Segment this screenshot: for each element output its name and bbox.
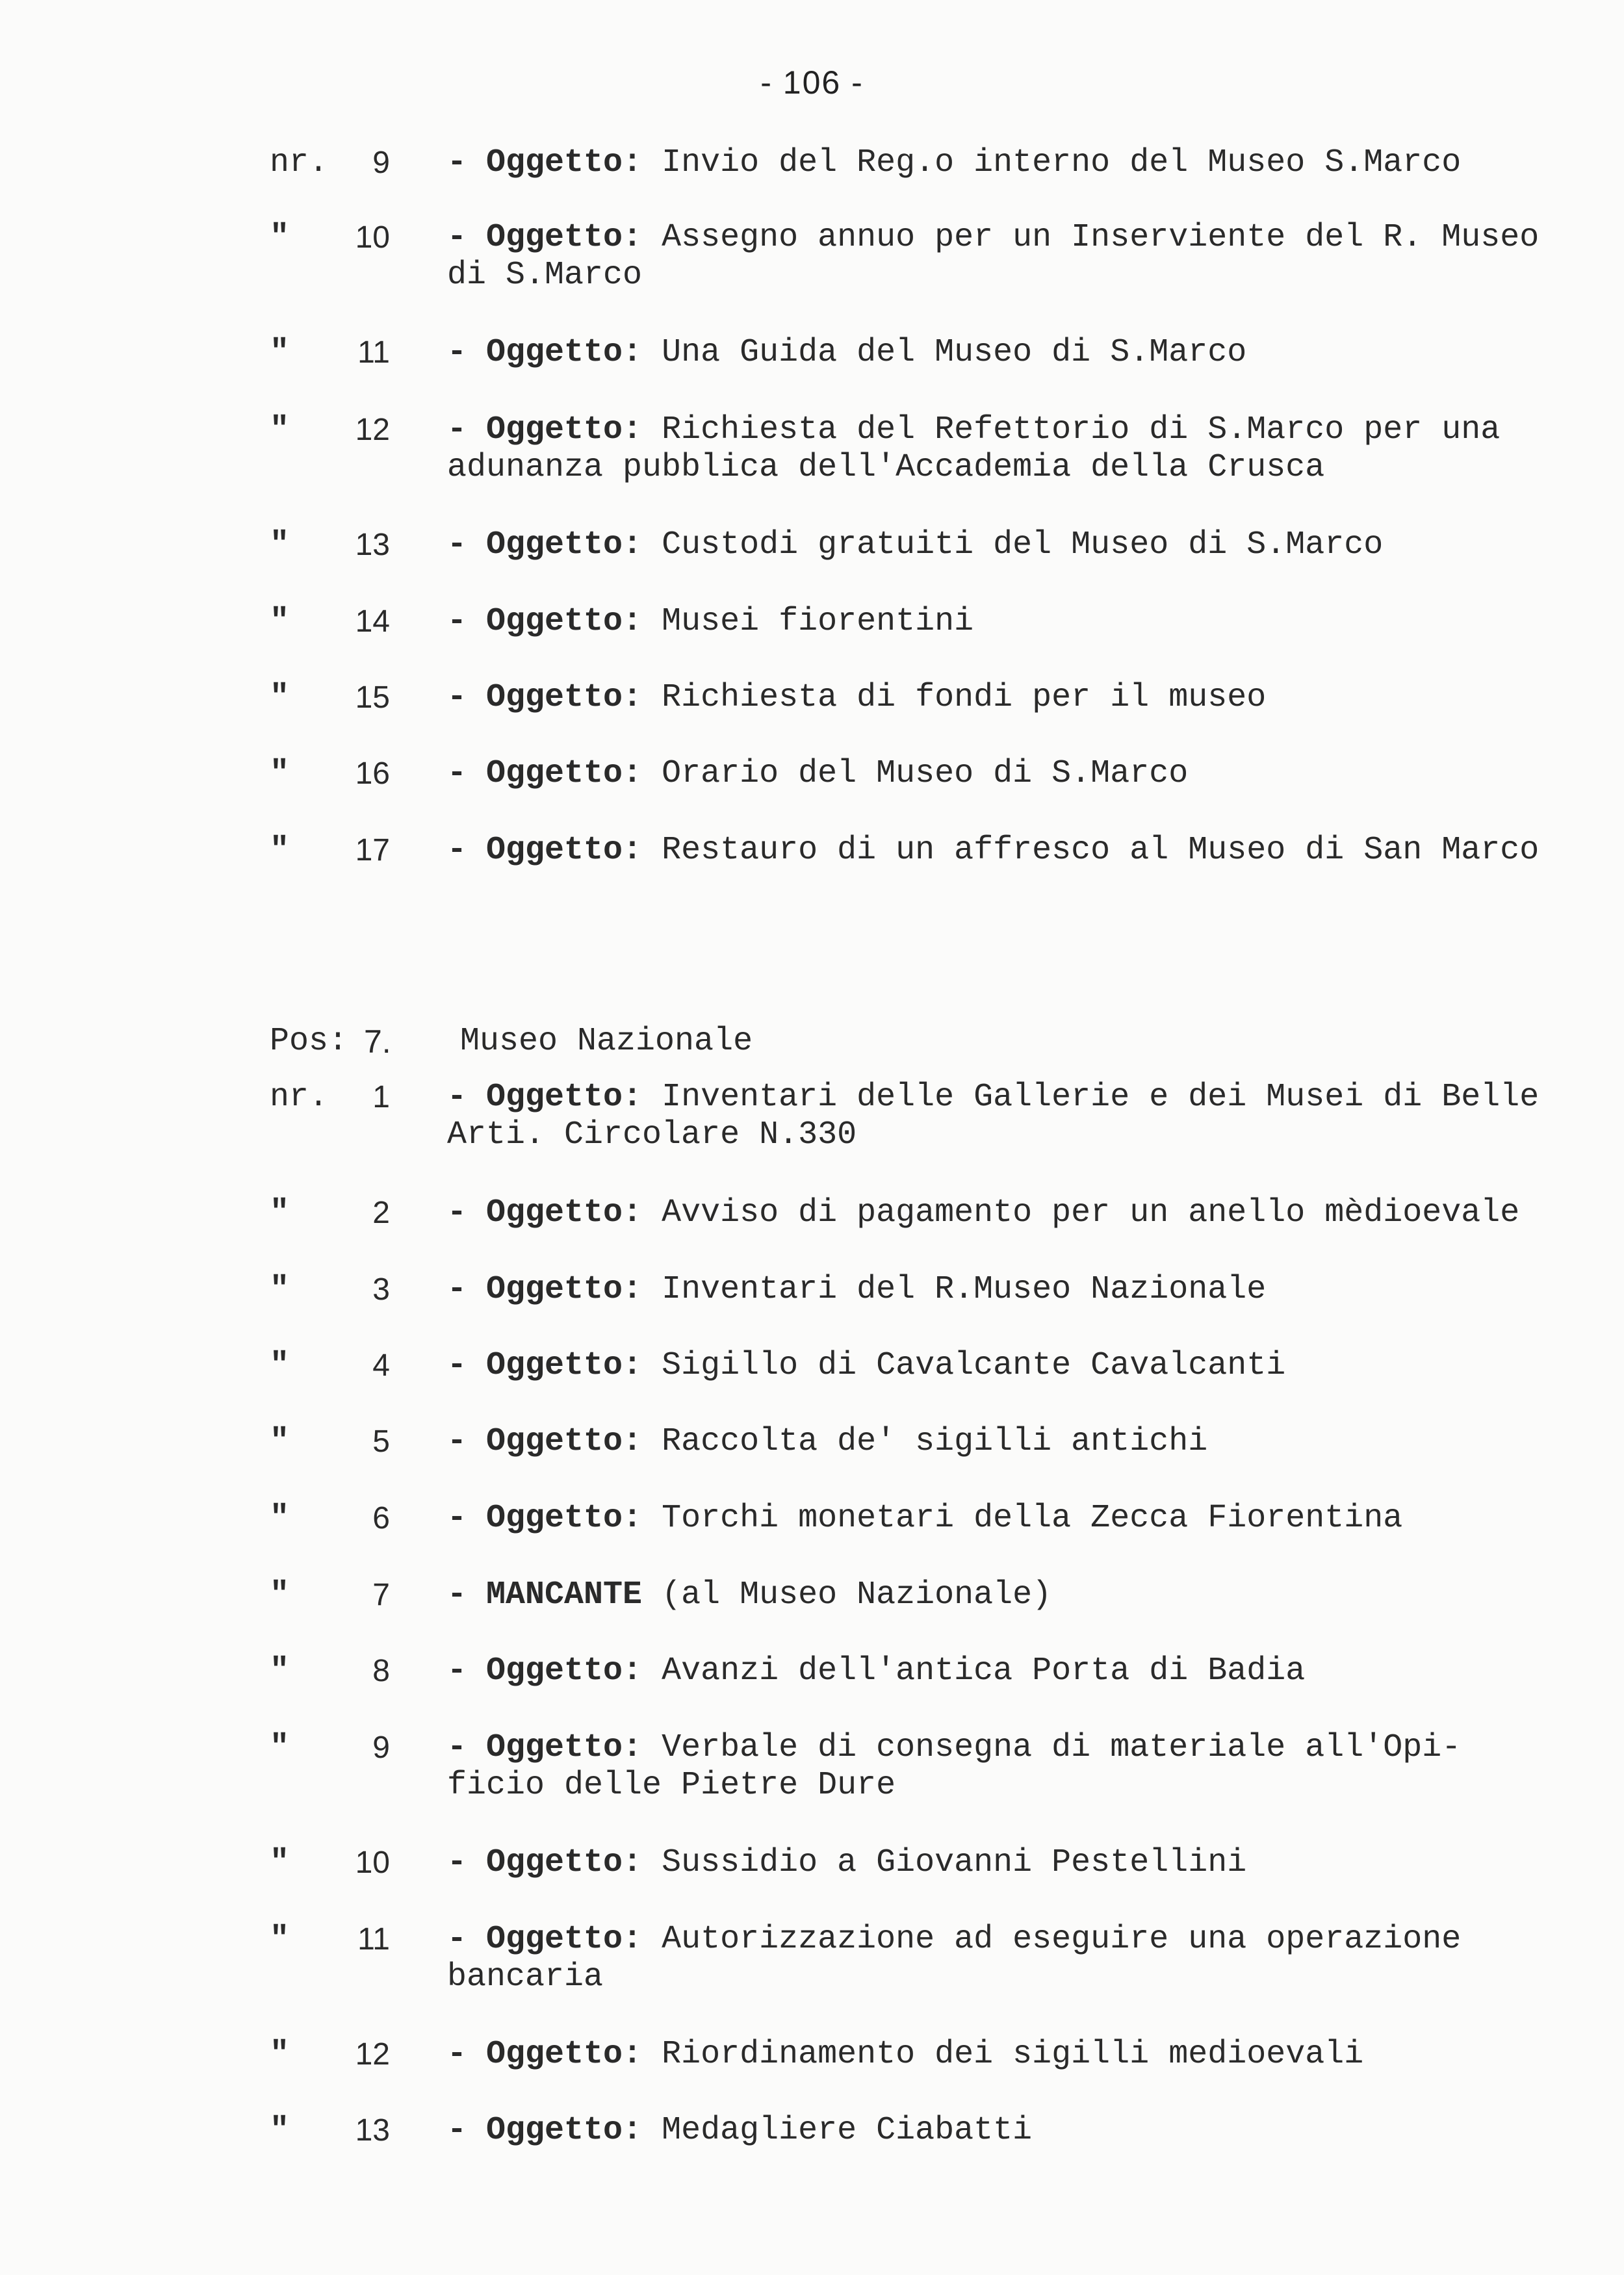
entry-prefix: "	[270, 1500, 290, 1537]
entry-text	[447, 755, 1545, 793]
entry-body: Invio del Reg.o interno del Museo S.Marco	[662, 144, 1462, 181]
entry-prefix: "	[270, 1347, 290, 1384]
entry-lead: - Oggetto:	[447, 1347, 643, 1384]
entry-number: 10	[355, 220, 390, 255]
entry-body: Raccolta de' sigilli antichi	[662, 1423, 1208, 1460]
entry-lead: - Oggetto:	[447, 1844, 643, 1881]
entry-prefix: nr.	[270, 144, 329, 181]
entry-lead: - Oggetto:	[447, 1652, 643, 1690]
entry-body: Assegno annuo per un Inserviente del R. Museo di S.Marco	[447, 219, 1540, 294]
entry-number: 14	[355, 604, 390, 639]
entry-number: 9	[372, 1730, 390, 1765]
entry-lead: - Oggetto:	[447, 526, 643, 563]
entry-body: Autorizzazione ad eseguire una operazione bancaria	[447, 1921, 1462, 1996]
entry-prefix: "	[270, 679, 290, 716]
entry-lead: - Oggetto:	[447, 411, 643, 448]
entry-text	[447, 526, 1545, 564]
entry-text	[447, 2036, 1545, 2074]
entry-lead: - Oggetto:	[447, 1423, 643, 1460]
entry-text	[447, 1576, 1545, 1614]
entry-number: 6	[372, 1501, 390, 1536]
entry-prefix: "	[270, 603, 290, 640]
entry-body: Medagliere Ciabatti	[662, 2112, 1033, 2149]
entry-text	[447, 1423, 1545, 1461]
entry-number: 1	[372, 1080, 390, 1114]
position-title: Museo Nazionale	[460, 1023, 753, 1060]
entry-lead: - Oggetto:	[447, 2112, 643, 2149]
entry-text	[447, 679, 1545, 717]
position-label: Pos:	[270, 1023, 348, 1060]
entry-text	[447, 1194, 1545, 1232]
entry-body: Avviso di pagamento per un anello mèdioevale	[662, 1194, 1520, 1231]
entry-number: 4	[372, 1348, 390, 1383]
entry-number: 17	[355, 833, 390, 868]
entry-body: Custodi gratuiti del Museo di S.Marco	[662, 526, 1384, 563]
entry-body: (al Museo Nazionale)	[642, 1576, 1052, 1613]
entry-lead: - Oggetto:	[447, 1921, 643, 1958]
entry-text	[447, 1347, 1545, 1385]
entry-text	[447, 1652, 1545, 1690]
entry-prefix: "	[270, 334, 290, 371]
entry-body: Sigillo di Cavalcante Cavalcanti	[662, 1347, 1286, 1384]
entry-body: Orario del Museo di S.Marco	[662, 755, 1189, 792]
page-number: - 106 -	[760, 64, 864, 101]
entry-lead: - Oggetto:	[447, 679, 643, 716]
entry-body: Riordinamento dei sigilli medioevali	[662, 2036, 1364, 2073]
entry-number: 15	[355, 680, 390, 715]
entry-body: Avanzi dell'antica Porta di Badia	[662, 1652, 1306, 1690]
entry-lead: - Oggetto:	[447, 2036, 643, 2073]
entry-body: Sussidio a Giovanni Pestellini	[662, 1844, 1247, 1881]
entry-prefix: "	[270, 1576, 290, 1613]
entry-number: 11	[357, 1922, 390, 1957]
entry-text	[447, 2112, 1545, 2150]
entry-text	[447, 144, 1545, 182]
entry-number: 16	[355, 756, 390, 791]
entry-lead: - Oggetto:	[447, 1271, 643, 1308]
entry-lead: - Oggetto:	[447, 603, 643, 640]
entry-text	[447, 1500, 1545, 1537]
entry-body: Musei fiorentini	[662, 603, 974, 640]
entry-body: Richiesta di fondi per il museo	[662, 679, 1267, 716]
entry-lead: - Oggetto:	[447, 219, 643, 256]
entry-number: 2	[372, 1196, 390, 1230]
entry-prefix: "	[270, 1729, 290, 1766]
entry-text	[447, 832, 1545, 869]
position-number: 7.	[364, 1023, 391, 1060]
entry-prefix: "	[270, 1423, 290, 1460]
entry-prefix: "	[270, 755, 290, 792]
entry-number: 8	[372, 1654, 390, 1688]
entry-prefix: "	[270, 832, 290, 869]
entry-number: 7	[372, 1578, 390, 1612]
entry-prefix: "	[270, 1921, 290, 1958]
entry-prefix: "	[270, 1271, 290, 1308]
entry-text	[447, 603, 1545, 641]
entry-prefix: "	[270, 1194, 290, 1231]
entry-prefix: "	[270, 2036, 290, 2073]
entry-number: 11	[357, 335, 390, 370]
entry-number: 13	[355, 2113, 390, 2148]
entry-lead: - MANCANTE	[447, 1576, 643, 1613]
entry-lead: - Oggetto:	[447, 1194, 643, 1231]
entry-number: 9	[372, 146, 390, 180]
entry-lead: - Oggetto:	[447, 1079, 643, 1116]
entry-text	[447, 1271, 1545, 1309]
entry-lead: - Oggetto:	[447, 1500, 643, 1537]
entry-text	[447, 219, 1545, 294]
entry-lead: - Oggetto:	[447, 832, 643, 869]
entry-body: Una Guida del Museo di S.Marco	[662, 334, 1247, 371]
entry-lead: - Oggetto:	[447, 755, 643, 792]
entry-number: 13	[355, 528, 390, 562]
entry-text	[447, 334, 1545, 372]
entry-body: Richiesta del Refettorio di S.Marco per una adunanza pubblica dell'Accademia della Crusca	[447, 411, 1501, 486]
entry-text	[447, 411, 1545, 487]
entry-number: 10	[355, 1845, 390, 1880]
entry-text	[447, 1844, 1545, 1882]
entry-body: Inventari delle Gallerie e dei Musei di Belle Arti. Circolare N.330	[447, 1079, 1540, 1153]
entry-prefix: "	[270, 1844, 290, 1881]
entry-text	[447, 1921, 1545, 1996]
entry-body: Verbale di consegna di materiale all'Opi-ficio delle Pietre Dure	[447, 1729, 1462, 1804]
entry-prefix: "	[270, 219, 290, 256]
entry-number: 3	[372, 1272, 390, 1307]
entry-text	[447, 1079, 1545, 1154]
entry-prefix: "	[270, 411, 290, 448]
entry-body: Torchi monetari della Zecca Fiorentina	[662, 1500, 1403, 1537]
entry-body: Restauro di un affresco al Museo di San Marco	[662, 832, 1540, 869]
entry-text	[447, 1729, 1545, 1805]
entry-number: 12	[355, 413, 390, 447]
entry-lead: - Oggetto:	[447, 144, 643, 181]
entry-body: Inventari del R.Museo Nazionale	[662, 1271, 1267, 1308]
entry-prefix: nr.	[270, 1079, 329, 1116]
entry-number: 5	[372, 1424, 390, 1459]
entry-lead: - Oggetto:	[447, 334, 643, 371]
entry-number: 12	[355, 2037, 390, 2072]
entry-prefix: "	[270, 2112, 290, 2149]
entry-lead: - Oggetto:	[447, 1729, 643, 1766]
entry-prefix: "	[270, 526, 290, 563]
entry-prefix: "	[270, 1652, 290, 1690]
